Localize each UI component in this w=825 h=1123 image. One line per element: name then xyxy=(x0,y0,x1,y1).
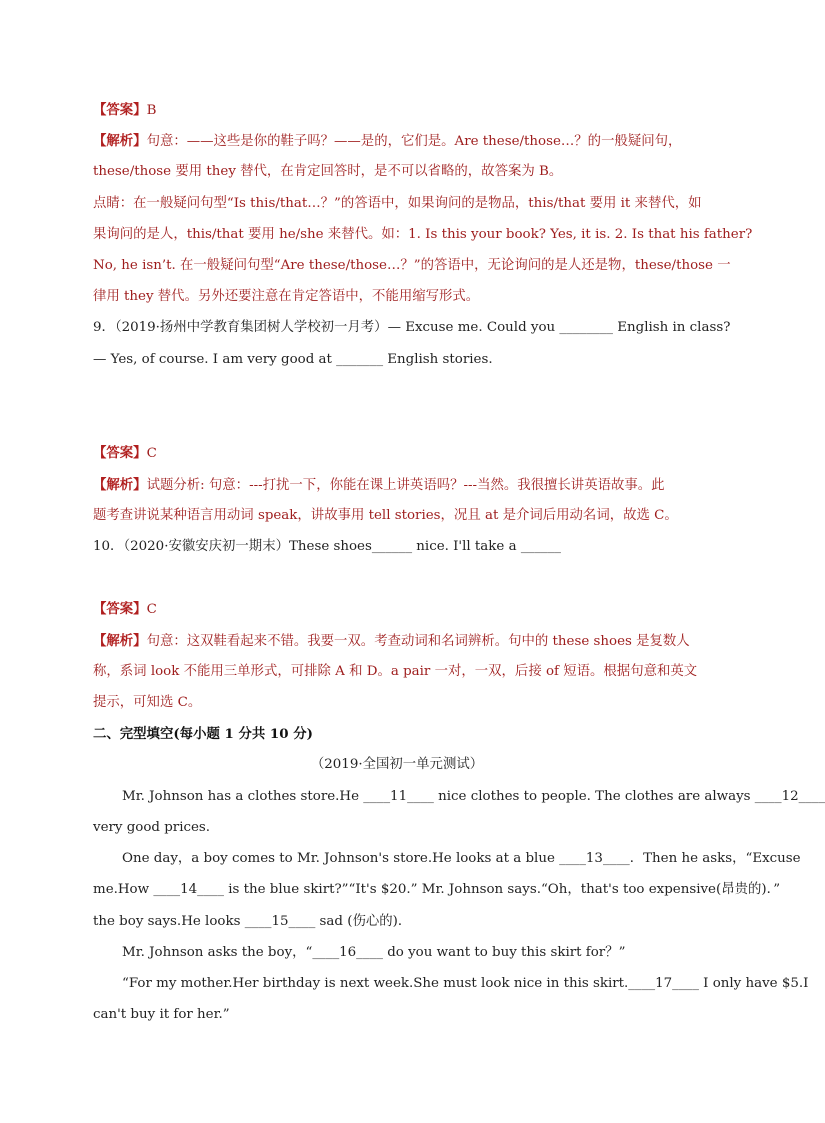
section-source: （2019·全国初一单元测试） xyxy=(310,757,484,772)
passage-line: the boy says.He looks ____15____ sad (伤心的)． xyxy=(93,914,412,929)
q8-analysis-line: No, he isn’t. 在一般疑问句型“Are these/those…？”的答语中，无论询问的是人还是物，these/those 一 xyxy=(93,258,731,273)
q10-answer xyxy=(93,599,702,620)
q9-analysis-line: 题考查讲说某种语言用动词 speak，讲故事用 tell stories，况且 at 是介词后用动名词，故选 C。 xyxy=(93,508,678,523)
analysis-text: 试题分析: 句意：---打扰一下，你能在课上讲英语吗？---当然。我很擅长讲英语故事。此 xyxy=(146,478,665,493)
answer-value: C xyxy=(146,446,157,461)
answer-label: 【答案】 xyxy=(93,445,147,461)
answer-label: 【答案】 xyxy=(93,102,147,118)
answer-value: B xyxy=(146,103,157,118)
passage-line: “For my mother.Her birthday is next week.She must look nice in this skirt.____17____ I only have $5.I xyxy=(122,976,809,991)
analysis-label: 【解析】 xyxy=(93,133,147,149)
q9-analysis-line xyxy=(93,475,702,496)
passage-line: very good prices. xyxy=(93,820,211,835)
q10-stem: 10．（2020·安徽安庆初一期末）These shoes______ nice. I'll take a ______ xyxy=(93,539,561,554)
q9-answer xyxy=(93,443,702,464)
analysis-label: 【解析】 xyxy=(93,477,147,493)
q8-analysis-line: 点睛：在一般疑问句型“Is this/that…？”的答语中，如果询问的是物品，this/that 要用 it 来替代，如 xyxy=(93,196,702,211)
q8-analysis-line: 果询问的是人，this/that 要用 he/she 来替代。如：1. Is this your book? Yes, it is. 2. Is that his father? xyxy=(93,227,753,242)
analysis-text: 句意：这双鞋看起来不错。我要一双。考查动词和名词辨析。句中的 these shoes 是复数人 xyxy=(146,634,690,649)
analysis-label: 【解析】 xyxy=(93,633,147,649)
q8-analysis-line: 律用 they 替代。另外还要注意在肯定答语中，不能用缩写形式。 xyxy=(93,289,480,304)
answer-label: 【答案】 xyxy=(93,601,147,617)
passage-line: Mr. Johnson asks the boy，“____16____ do you want to buy this skirt for？” xyxy=(122,945,626,960)
passage-line: can't buy it for her.” xyxy=(93,1007,230,1022)
q9-stem: — Yes, of course. I am very good at _______ English stories. xyxy=(93,352,493,367)
analysis-text: 句意：——这些是你的鞋子吗？——是的，它们是。Are these/those…？的一般疑问句， xyxy=(146,134,682,149)
passage-line: One day，a boy comes to Mr. Johnson's store.He looks at a blue ____13____．Then he asks，“Excuse xyxy=(122,851,801,866)
section-heading: 二、完型填空(每小题 1 分共 10 分) xyxy=(93,726,313,742)
passage-line: Mr. Johnson has a clothes store.He ____11____ nice clothes to people. The clothes are always ____12____ xyxy=(122,789,825,804)
answer-value: C xyxy=(146,602,157,617)
q10-analysis-line: 提示，可知选 C。 xyxy=(93,695,202,710)
q8-analysis-line: these/those 要用 they 替代，在肯定回答时，是不可以省略的，故答案为 B。 xyxy=(93,164,563,179)
q8-answer xyxy=(93,100,702,121)
q10-analysis-line: 称，系词 look 不能用三单形式，可排除 A 和 D。a pair 一对，一双，后接 of 短语。根据句意和英文 xyxy=(93,664,698,679)
q9-stem: 9．（2019·扬州中学教育集团树人学校初一月考）— Excuse me. Could you ________ English in class? xyxy=(93,320,731,335)
passage-line: me.How ____14____ is the blue skirt?”“It's $20.” Mr. Johnson says.“Oh，that's too expensive(昂贵的)．” xyxy=(93,882,781,897)
q10-analysis-line xyxy=(93,631,702,652)
q8-analysis-line xyxy=(93,131,702,152)
